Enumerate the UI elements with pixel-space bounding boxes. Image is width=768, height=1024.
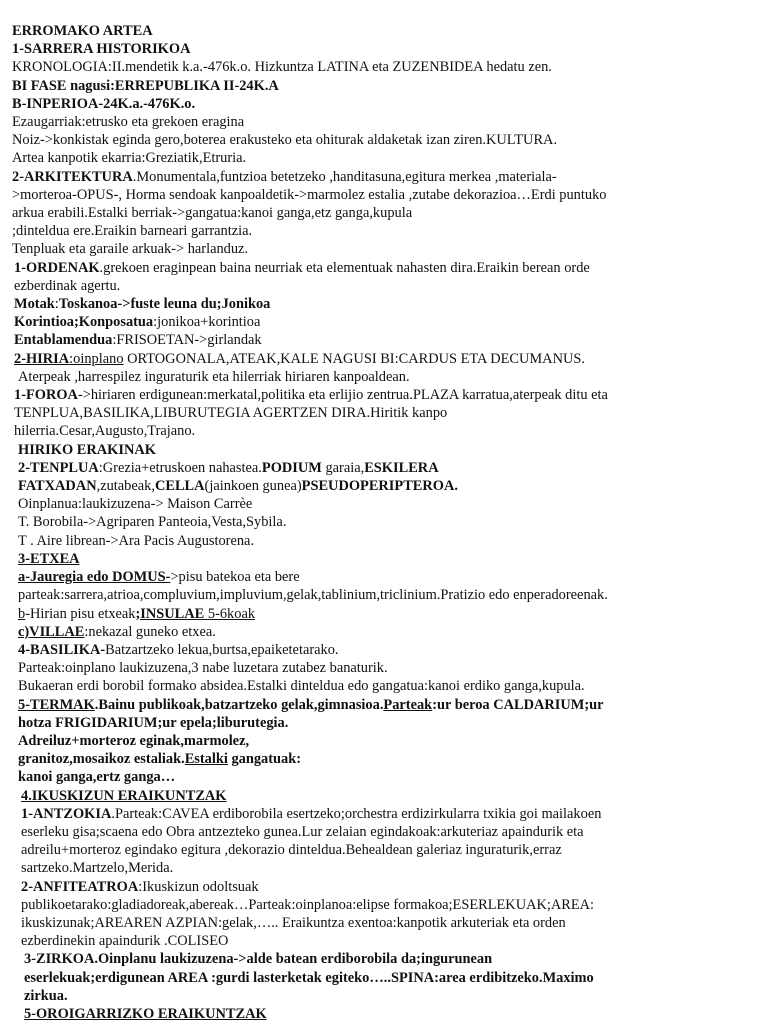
text-segment: Motak <box>14 296 55 313</box>
text-segment: eserleku gisa;scaena edo Obra antzezteko gunea.Lur zelaian egindakoak:arkuteriaz apaindurik eta <box>21 823 584 840</box>
text-line <box>12 768 756 786</box>
text-segment: (jainkoen gunea) <box>204 478 302 495</box>
text-line <box>12 404 756 422</box>
text-line <box>12 186 756 204</box>
text-segment: 2-TENPLUA <box>18 459 99 476</box>
text-line <box>12 969 756 987</box>
text-line <box>12 313 756 331</box>
text-segment: 2-ARKITEKTURA <box>12 168 133 185</box>
text-line <box>12 677 756 695</box>
text-line <box>12 58 756 76</box>
text-segment: : <box>54 296 59 313</box>
text-segment: CELLA <box>154 478 205 495</box>
text-line <box>12 477 756 495</box>
text-segment: 3-ETXEA <box>18 550 80 567</box>
text-line <box>12 277 756 295</box>
text-line <box>12 149 756 167</box>
text-segment: Bukaeran erdi borobil formako absidea.Estalki dinteldua edo gangatua:kanoi erdiko ganga,kupula. <box>18 678 585 695</box>
text-line <box>12 204 756 222</box>
text-segment: Batzartzeko lekua,burtsa,epaiketetarako. <box>105 641 339 658</box>
text-segment: ;dinteldua ere.Eraikin barneari garrantzia. <box>12 223 253 240</box>
text-segment: -Hirian pisu etxeak <box>25 605 136 622</box>
text-segment: :ur beroa CALDARIUM;ur <box>432 696 604 713</box>
text-segment: Oinplanua:laukizuzena-> Maison Carrèe <box>18 496 253 513</box>
text-segment: T. Borobila->Agriparen Panteoia,Vesta,Sybila. <box>18 514 287 531</box>
text-line <box>12 987 756 1005</box>
text-segment: 3-ZIRKOA.Oinplanu laukizuzena->alde batean erdiborobila da;ingurunean <box>24 951 493 968</box>
text-segment: BI FASE nagusi:ERREPUBLIKA II-24K.A <box>12 77 279 94</box>
text-segment: :Ikuskizun odoltsuak <box>138 878 259 895</box>
text-segment: :jonikoa+korintioa <box>153 314 261 331</box>
text-line <box>12 623 756 641</box>
text-line <box>12 823 756 841</box>
text-line <box>12 568 756 586</box>
text-segment: 1-ORDENAK <box>14 259 100 276</box>
text-line <box>12 95 756 113</box>
text-line <box>12 259 756 277</box>
text-segment: ORTOGONALA,ATEAK,KALE NAGUSI BI:CARDUS ETA DECUMANUS. <box>123 350 585 367</box>
text-line <box>12 605 756 623</box>
text-segment: Adreiluz+morteroz eginak,marmolez, <box>18 732 250 749</box>
text-segment: Parteak <box>383 696 433 713</box>
document-title: ERROMAKO ARTEA <box>12 23 153 39</box>
text-segment: hotza FRIGIDARIUM;ur epela;liburutegia. <box>18 714 289 731</box>
text-line <box>12 131 756 149</box>
text-line <box>12 641 756 659</box>
text-line <box>12 532 756 550</box>
text-segment: Entablamendua <box>14 332 113 349</box>
text-line <box>12 513 756 531</box>
text-segment: b <box>18 605 26 622</box>
text-segment: sartzeko.Martzelo,Merida. <box>21 860 174 877</box>
text-segment: >pisu batekoa eta bere <box>170 569 300 586</box>
text-segment: Aterpeak ,harrespilez inguraturik eta hilerriak hiriaren kanpoaldean. <box>18 368 410 385</box>
text-segment: ikuskizunak;AREAREN AZPIAN:gelak,….. Eraikuntza exentoa:kanpotik arkuteriak eta orden <box>21 914 566 931</box>
text-segment: kanoi ganga,ertz ganga… <box>18 769 176 786</box>
text-segment: :FRISOETAN->girlandak <box>112 332 262 349</box>
text-segment: garaia, <box>321 459 365 476</box>
text-segment: .Parteak:CAVEA erdiborobila esertzeko;orchestra erdizirkularra txikia goi mailakoen <box>111 805 602 822</box>
text-line <box>12 1005 756 1023</box>
text-segment: ,zutabeak, <box>96 478 155 495</box>
text-segment: Parteak:oinplano laukizuzena,3 nabe luzetara zutabez banaturik. <box>18 660 388 677</box>
text-line <box>12 495 756 513</box>
text-line <box>12 859 756 877</box>
text-line <box>12 168 756 186</box>
text-line <box>12 459 756 477</box>
text-segment: adreilu+morteroz egindako egitura ,dekorazio dinteldua.Behealdean galeriaz inguraturik,erraz <box>21 842 562 859</box>
text-segment: eserlekuak;erdigunean AREA :gurdi lasterketak egiteko…..SPINA:area erdibitzeko.Maximo <box>24 969 594 986</box>
text-segment: :oinplano <box>69 350 124 367</box>
text-segment: B-INPERIOA-24K.a.-476K.o. <box>12 95 196 112</box>
text-line <box>12 40 756 58</box>
text-segment: Ezaugarriak:etrusko eta grekoen eragina <box>12 114 245 131</box>
text-line <box>12 878 756 896</box>
text-segment: hilerria.Cesar,Augusto,Trajano. <box>14 423 196 440</box>
text-line <box>12 222 756 240</box>
text-segment: :Grezia+etruskoen nahastea. <box>98 459 262 476</box>
text-segment: 4-BASILIKA- <box>18 641 106 658</box>
text-line <box>12 113 756 131</box>
text-line <box>12 841 756 859</box>
document-body <box>12 40 756 1023</box>
text-segment: 2-HIRIA <box>14 350 70 367</box>
text-segment: ezberdinak agertu. <box>14 277 121 294</box>
text-segment: arkua erabili.Estalki berriak->gangatua:kanoi ganga,etz ganga,kupula <box>12 205 413 222</box>
text-line <box>12 932 756 950</box>
text-line <box>12 914 756 932</box>
text-segment: T . Aire librean->Ara Pacis Augustorena. <box>18 532 255 549</box>
text-segment: 1-FOROA <box>14 387 78 404</box>
text-segment: publikoetarako:gladiadoreak,abereak…Parteak:oinplanoa:elipse formakoa;ESERLEKUAK;AREA: <box>21 896 595 913</box>
text-segment: PSEUDOPERIPTEROA. <box>301 478 458 495</box>
text-line <box>12 368 756 386</box>
text-segment: 5-TERMAK <box>18 696 95 713</box>
text-line <box>12 950 756 968</box>
text-line <box>12 350 756 368</box>
text-line <box>12 386 756 404</box>
text-segment: .grekoen eraginpean baina neurriak eta elementuak nahasten dira.Eraikin berean orde <box>99 259 590 276</box>
text-segment: Toskanoa->fuste leuna du;Jonikoa <box>58 296 271 313</box>
text-line <box>12 805 756 823</box>
text-line <box>12 732 756 750</box>
text-segment: Artea kanpotik ekarria:Greziatik,Etruria. <box>12 150 247 167</box>
text-segment: parteak:sarrera,atrioa,compluvium,impluvium,gelak,tablinium,triclinium.Pratizio edo enperadoreenak. <box>18 587 608 604</box>
text-segment: .Monumentala,funtzioa betetzeko ,handitasuna,egitura merkea ,materiala- <box>132 168 557 185</box>
text-line <box>12 550 756 568</box>
text-segment: c)VILLAE <box>18 623 85 640</box>
text-line <box>12 787 756 805</box>
text-line <box>12 441 756 459</box>
text-line <box>12 295 756 313</box>
text-segment: a-Jauregia edo DOMUS- <box>18 569 171 586</box>
text-segment: Korintioa;Konposatua <box>14 314 154 331</box>
text-segment: zirkua. <box>24 987 68 1004</box>
text-segment: granitoz,mosaikoz estaliak. <box>18 751 185 768</box>
text-segment: HIRIKO ERAKINAK <box>18 441 156 458</box>
text-segment: >morteroa-OPUS-, Horma sendoak kanpoaldetik->marmolez estalia ,zutabe dekorazioa…Erdi puntuko <box>12 186 607 203</box>
text-segment: Tenpluak eta garaile arkuak-> harlanduz. <box>12 241 249 258</box>
text-segment: 4.IKUSKIZUN ERAIKUNTZAK <box>21 787 227 804</box>
text-segment: :nekazal guneko etxea. <box>84 623 216 640</box>
text-line <box>12 896 756 914</box>
text-segment: ;INSULAE <box>135 605 205 622</box>
text-segment: gangatuak: <box>227 751 302 768</box>
text-segment: ->hiriaren erdigunean:merkatal,politika eta erlijio zentrua.PLAZA karratua,aterpeak ditu eta <box>77 387 608 404</box>
text-line <box>12 586 756 604</box>
text-line <box>12 77 756 95</box>
text-segment: Estalki <box>184 751 228 768</box>
text-segment: 5-6koak <box>204 605 256 622</box>
text-segment: ESKILERA <box>364 459 439 476</box>
text-segment: ezberdinekin apaindurik .COLISEO <box>21 933 229 950</box>
text-line <box>12 750 756 768</box>
text-line <box>12 659 756 677</box>
text-segment: PODIUM <box>261 459 322 476</box>
text-segment: 2-ANFITEATROA <box>21 878 139 895</box>
text-line <box>12 331 756 349</box>
text-segment: 1-ANTZOKIA <box>21 805 112 822</box>
text-segment: 1-SARRERA HISTORIKOA <box>12 41 191 58</box>
text-line <box>12 240 756 258</box>
text-line <box>12 696 756 714</box>
text-line <box>12 714 756 732</box>
text-line <box>12 422 756 440</box>
text-segment: FATXADAN <box>18 478 97 495</box>
text-segment: KRONOLOGIA:II.mendetik k.a.-476k.o. Hizkuntza LATINA eta ZUZENBIDEA hedatu zen. <box>12 59 552 76</box>
text-segment: .Bainu publikoak,batzartzeko gelak,gimnasioa. <box>94 696 384 713</box>
text-segment: TENPLUA,BASILIKA,LIBURUTEGIA AGERTZEN DIRA.Hiritik kanpo <box>14 405 448 422</box>
text-segment: Noiz->konkistak eginda gero,boterea erakusteko eta ohiturak aldaketak izan ziren.KULTURA. <box>12 132 558 149</box>
text-segment: 5-OROIGARRIZKO ERAIKUNTZAK <box>24 1005 267 1022</box>
